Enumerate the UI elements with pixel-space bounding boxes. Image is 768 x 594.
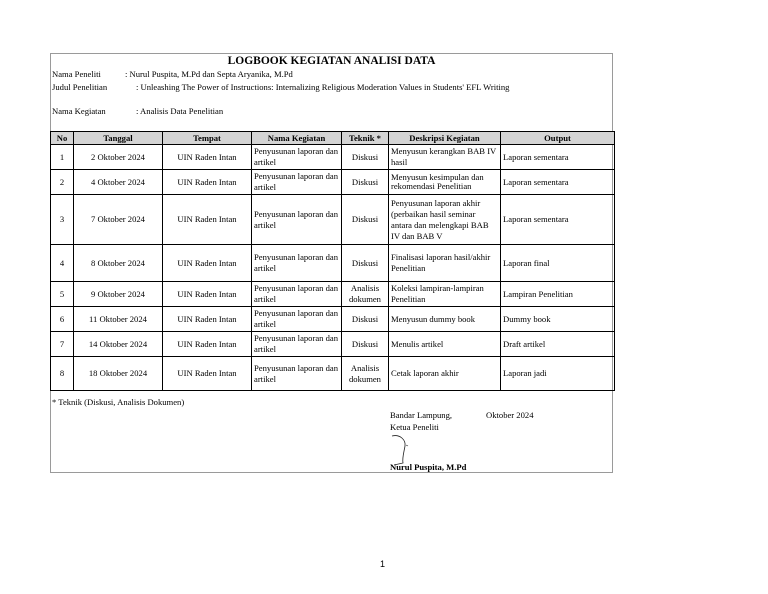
cell-no: 5	[51, 282, 74, 307]
cell-no: 8	[51, 357, 74, 391]
signature-role: Ketua Peneliti	[390, 422, 439, 432]
header-tempat: Tempat	[163, 132, 252, 145]
cell-tanggal: 9 Oktober 2024	[74, 282, 163, 307]
meta-researcher-label: Nama Peneliti	[52, 69, 101, 79]
technique-footnote: * Teknik (Diskusi, Analisis Dokumen)	[52, 397, 185, 407]
cell-deskripsi: Menulis artikel	[389, 332, 501, 357]
cell-deskripsi: Penyusunan laporan akhir (perbaikan hasil seminar antara dan melengkapi BAB IV dan BAB V	[389, 195, 501, 245]
table-header-row	[51, 132, 615, 145]
header-nama-kegiatan: Nama Kegiatan	[252, 132, 342, 145]
cell-no: 7	[51, 332, 74, 357]
meta-title-value: : Unleashing The Power of Instructions: Internalizing Religious Moderation Values in Students' EFL Writing	[136, 82, 510, 92]
header-output: Output	[501, 132, 615, 145]
cell-tanggal: 14 Oktober 2024	[74, 332, 163, 357]
document-title: LOGBOOK KEGIATAN ANALISI DATA	[227, 55, 436, 67]
header-tanggal: Tanggal	[74, 132, 163, 145]
cell-tempat: UIN Raden Intan	[163, 170, 252, 195]
signature-date: Oktober 2024	[486, 410, 534, 420]
cell-output: Laporan sementara	[501, 170, 615, 195]
cell-output: Dummy book	[501, 307, 615, 332]
cell-output: Lampiran Penelitian	[501, 282, 615, 307]
cell-nama-kegiatan: Penyusunan laporan dan artikel	[252, 195, 342, 245]
cell-nama-kegiatan: Penyusunan laporan dan artikel	[252, 332, 342, 357]
page-number: 1	[380, 559, 386, 569]
table-row	[51, 195, 615, 245]
cell-tempat: UIN Raden Intan	[163, 245, 252, 282]
cell-teknik: Diskusi	[342, 170, 389, 195]
cell-teknik: Diskusi	[342, 307, 389, 332]
cell-tempat: UIN Raden Intan	[163, 145, 252, 170]
meta-activity-label: Nama Kegiatan	[52, 106, 106, 116]
cell-output: Laporan jadi	[501, 357, 615, 391]
table-row	[51, 357, 615, 391]
cell-nama-kegiatan: Penyusunan laporan dan artikel	[252, 282, 342, 307]
cell-no: 4	[51, 245, 74, 282]
cell-nama-kegiatan: Penyusunan laporan dan artikel	[252, 357, 342, 391]
cell-tempat: UIN Raden Intan	[163, 357, 252, 391]
cell-output: Laporan sementara	[501, 195, 615, 245]
cell-teknik: Diskusi	[342, 145, 389, 170]
handwritten-signature	[390, 432, 420, 466]
cell-no: 6	[51, 307, 74, 332]
cell-tanggal: 8 Oktober 2024	[74, 245, 163, 282]
signature-city: Bandar Lampung,	[390, 410, 453, 420]
logbook-table	[50, 131, 615, 391]
cell-no: 1	[51, 145, 74, 170]
cell-nama-kegiatan: Penyusunan laporan dan artikel	[252, 145, 342, 170]
table-row	[51, 145, 615, 170]
table-row	[51, 245, 615, 282]
cell-tempat: UIN Raden Intan	[163, 195, 252, 245]
cell-teknik: Analisis dokumen	[342, 282, 389, 307]
cell-nama-kegiatan: Penyusunan laporan dan artikel	[252, 245, 342, 282]
cell-no: 3	[51, 195, 74, 245]
table-row	[51, 170, 615, 195]
cell-tanggal: 11 Oktober 2024	[74, 307, 163, 332]
header-teknik: Teknik *	[342, 132, 389, 145]
cell-teknik: Diskusi	[342, 245, 389, 282]
logbook-sheet	[50, 53, 613, 473]
cell-no: 2	[51, 170, 74, 195]
meta-researcher	[52, 69, 293, 79]
cell-tempat: UIN Raden Intan	[163, 332, 252, 357]
table-row	[51, 307, 615, 332]
cell-teknik: Diskusi	[342, 195, 389, 245]
table-row	[51, 282, 615, 307]
cell-output: Laporan final	[501, 245, 615, 282]
cell-tempat: UIN Raden Intan	[163, 307, 252, 332]
meta-title	[52, 82, 509, 92]
cell-deskripsi: Menyusun dummy book	[389, 307, 501, 332]
cell-tempat: UIN Raden Intan	[163, 282, 252, 307]
cell-nama-kegiatan: Penyusunan laporan dan artikel	[252, 307, 342, 332]
table-row	[51, 332, 615, 357]
cell-teknik: Analisis dokumen	[342, 357, 389, 391]
cell-deskripsi: Finalisasi laporan hasil/akhir Penelitian	[389, 245, 501, 282]
cell-tanggal: 4 Oktober 2024	[74, 170, 163, 195]
signature-name: Nurul Puspita, M.Pd	[390, 462, 467, 472]
cell-output: Laporan sementara	[501, 145, 615, 170]
cell-deskripsi: Cetak laporan akhir	[389, 357, 501, 391]
header-deskripsi: Deskripsi Kegiatan	[389, 132, 501, 145]
cell-deskripsi: Menyusun kesimpulan dan rekomendasi Penelitian	[389, 170, 501, 195]
meta-researcher-value: : Nurul Puspita, M.Pd dan Septa Aryanika, M.Pd	[125, 69, 293, 79]
cell-deskripsi: Koleksi lampiran-lampiran Penelitian	[389, 282, 501, 307]
meta-activity-value: : Analisis Data Penelitian	[136, 106, 224, 116]
cell-output: Draft artikel	[501, 332, 615, 357]
cell-tanggal: 2 Oktober 2024	[74, 145, 163, 170]
meta-title-label: Judul Penelitian	[52, 82, 108, 92]
cell-tanggal: 7 Oktober 2024	[74, 195, 163, 245]
meta-activity	[52, 106, 223, 116]
cell-nama-kegiatan: Penyusunan laporan dan artikel	[252, 170, 342, 195]
cell-deskripsi: Menyusun kerangkan BAB IV hasil	[389, 145, 501, 170]
header-no: No	[51, 132, 74, 145]
cell-tanggal: 18 Oktober 2024	[74, 357, 163, 391]
cell-teknik: Diskusi	[342, 332, 389, 357]
